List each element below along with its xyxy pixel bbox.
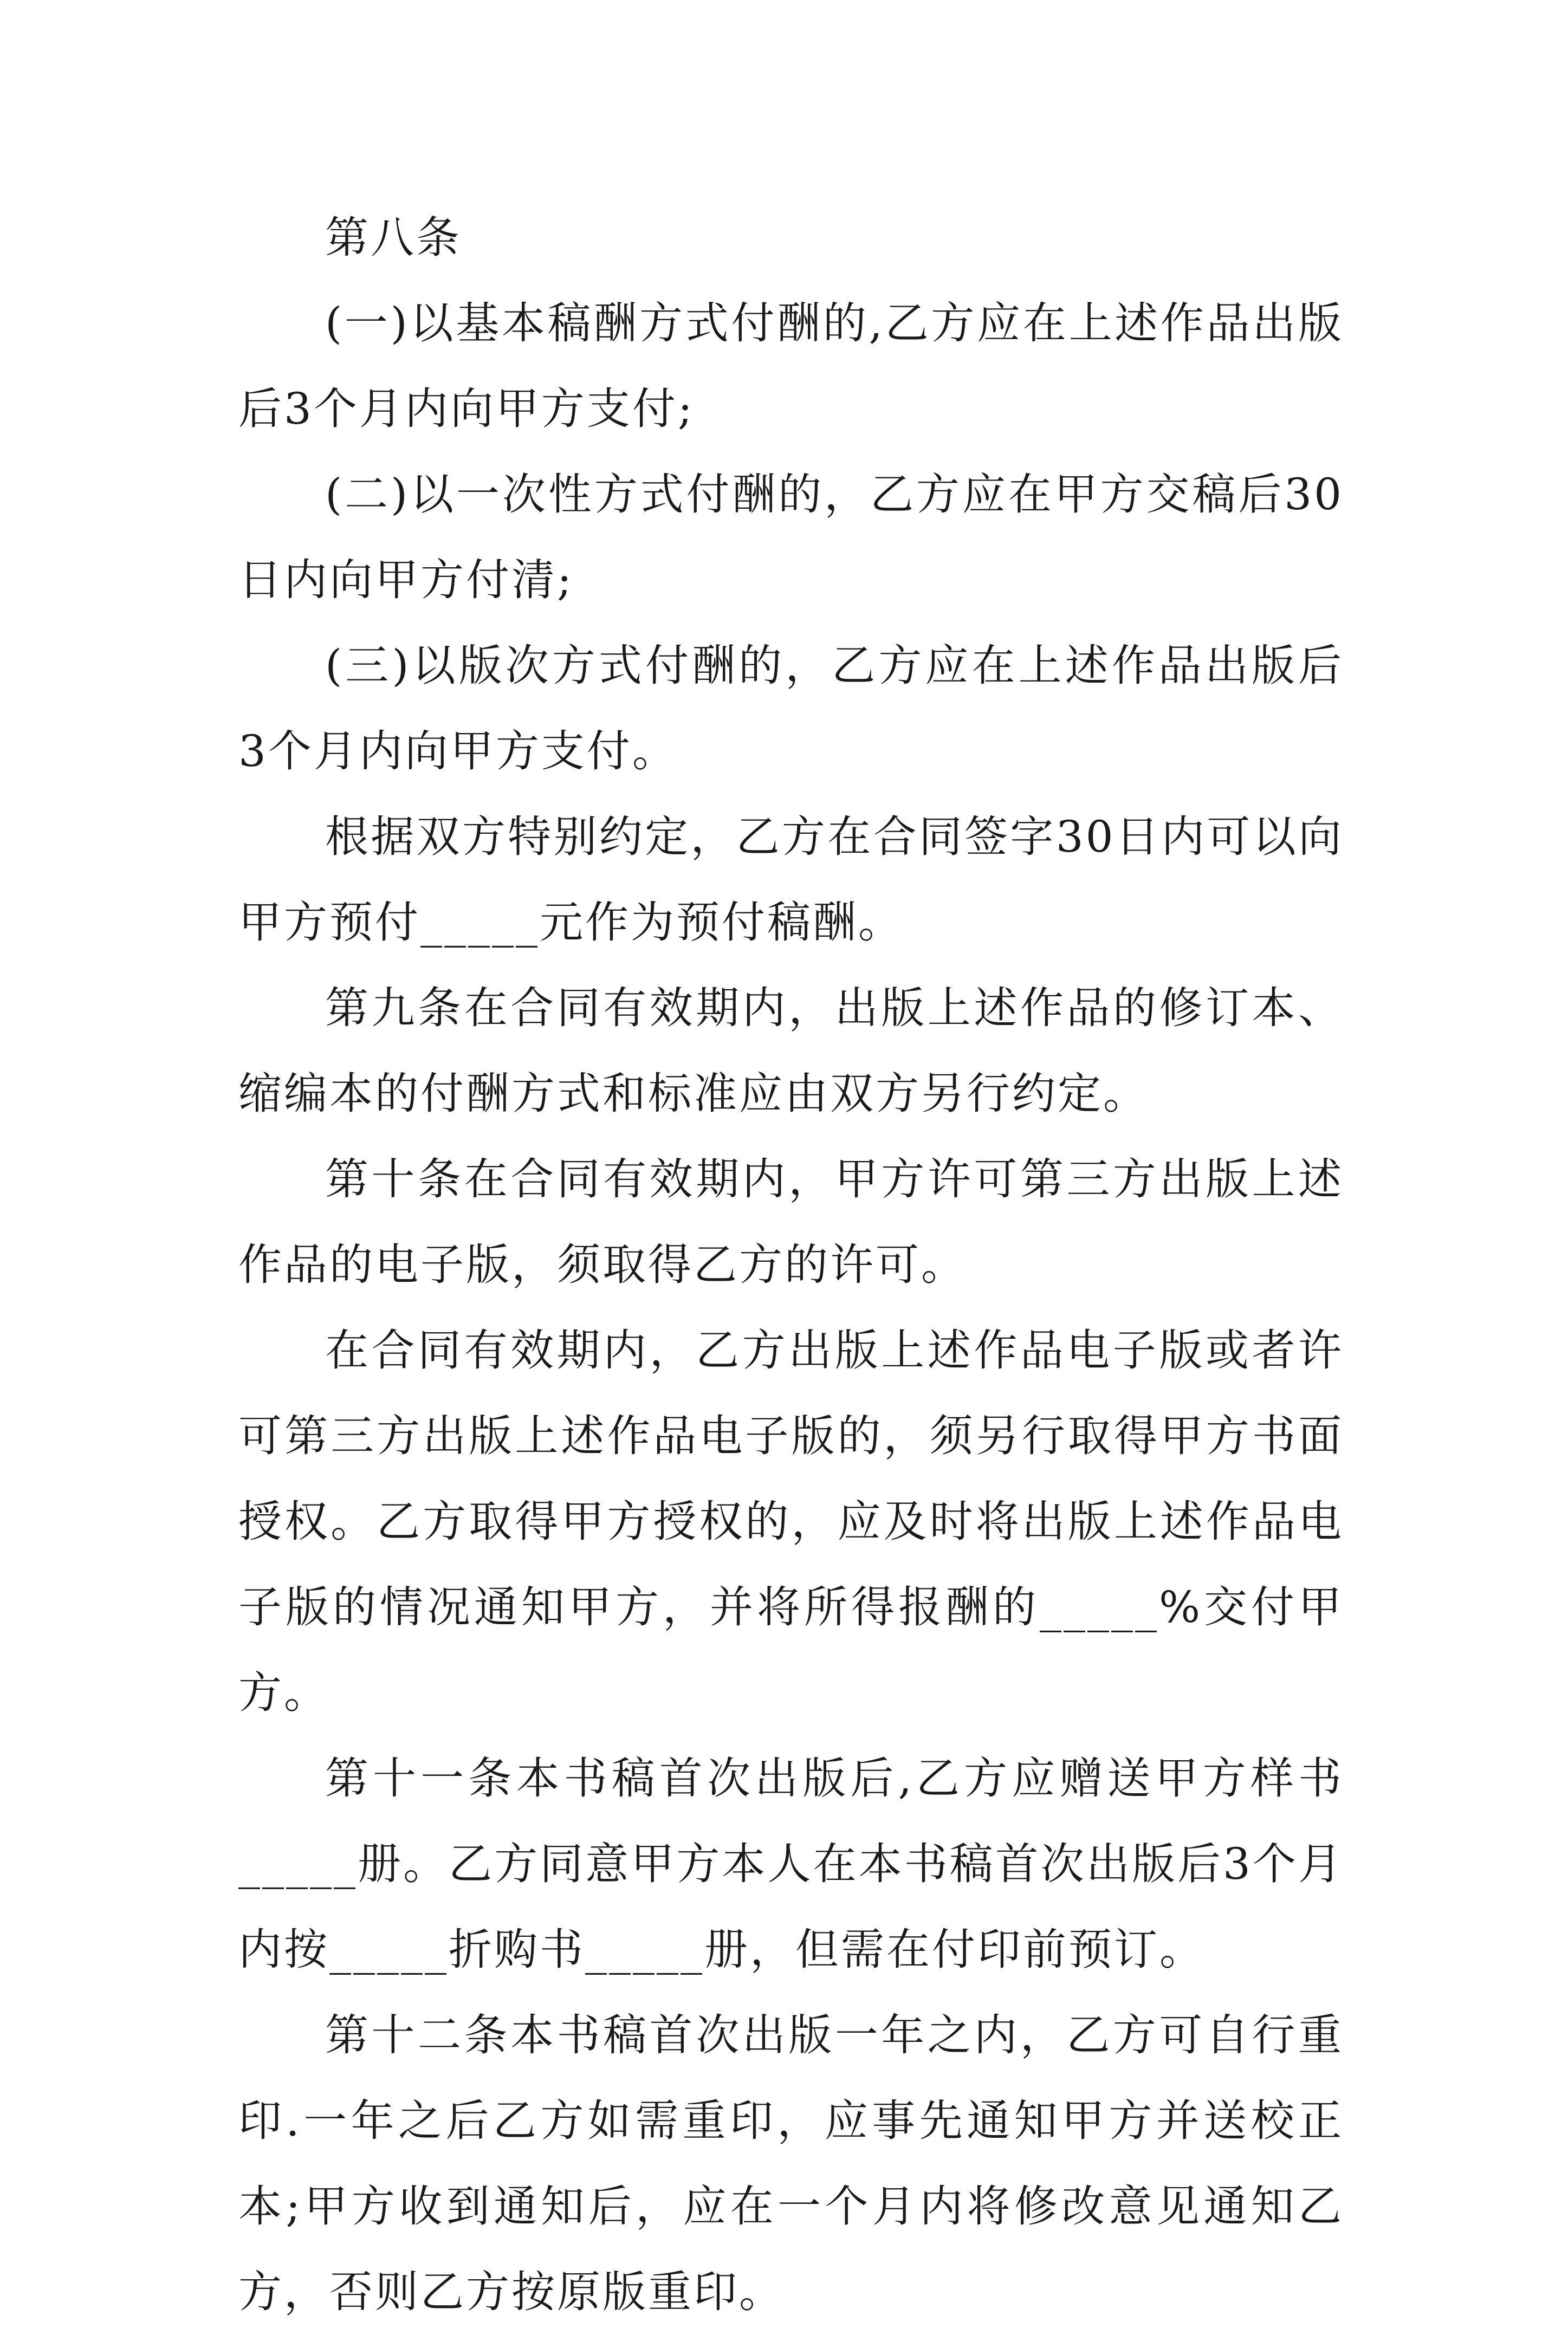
article-9-paragraph: 第九条在合同有效期内，出版上述作品的修订本、缩编本的付酬方式和标准应由双方另行约定。 [238, 983, 1344, 1119]
article-11-paragraph: 第十一条本书稿首次出版后,乙方应赠送甲方样书_____册。乙方同意甲方本人在本书稿首次出版后3个月内按_____折购书_____册，但需在付印前预订。 [238, 1753, 1344, 1975]
article-8-clause-1: (一)以基本稿酬方式付酬的,乙方应在上述作品出版后3个月内向甲方支付; [238, 298, 1344, 434]
electronic-edition-paragraph: 在合同有效期内，乙方出版上述作品电子版或者许可第三方出版上述作品电子版的，须另行取得甲方书面授权。乙方取得甲方授权的，应及时将出版上述作品电子版的情况通知甲方，并将所得报酬的_____%交付甲方。 [238, 1325, 1344, 1718]
article-8-clause-2: (二)以一次性方式付酬的，乙方应在甲方交稿后30日内向甲方付清; [238, 469, 1344, 605]
article-12-paragraph: 第十二条本书稿首次出版一年之内，乙方可自行重印.一年之后乙方如需重印，应事先通知甲方并送校正本;甲方收到通知后，应在一个月内将修改意见通知乙方，否则乙方按原版重印。 [238, 2010, 1344, 2317]
document-body [238, 195, 1344, 2335]
article-8-heading: 第八条 [325, 212, 462, 263]
prepayment-paragraph: 根据双方特别约定，乙方在合同签字30日内可以向甲方预付_____元作为预付稿酬。 [238, 812, 1344, 948]
article-8-clause-3: (三)以版次方式付酬的，乙方应在上述作品出版后3个月内向甲方支付。 [238, 640, 1344, 776]
article-10-paragraph: 第十条在合同有效期内，甲方许可第三方出版上述作品的电子版，须取得乙方的许可。 [238, 1154, 1344, 1290]
